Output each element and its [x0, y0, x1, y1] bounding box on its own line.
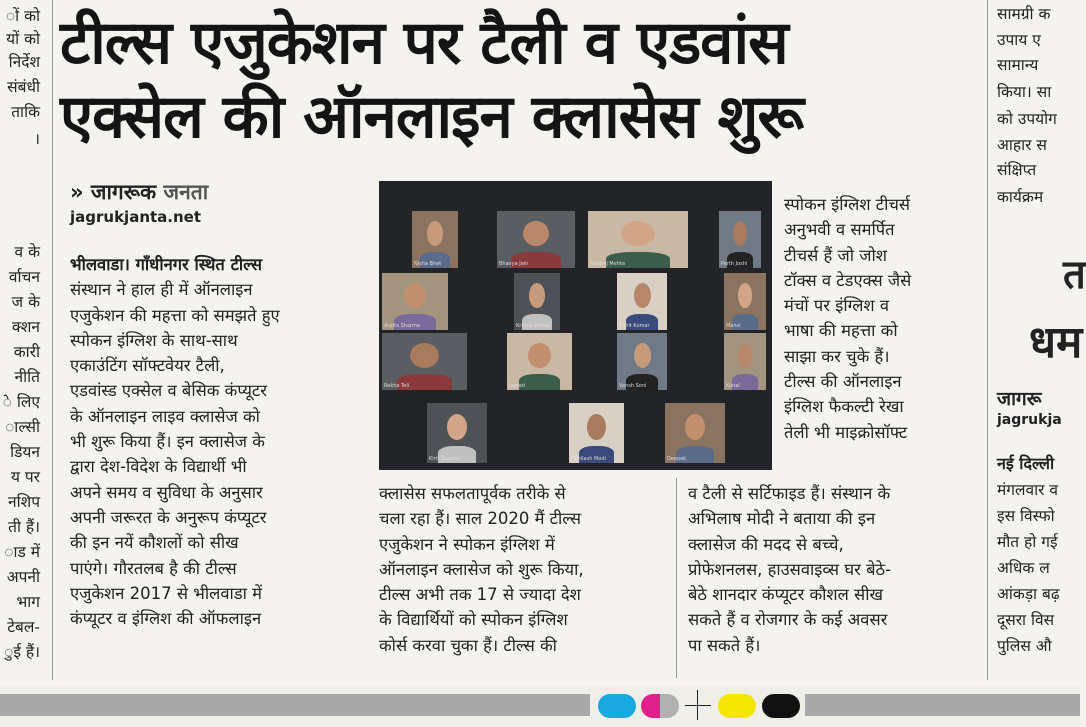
yellow-registration-mark	[718, 694, 756, 718]
participant-face	[738, 283, 752, 308]
participant-face	[528, 343, 550, 368]
article-line: एजुकेशन की महत्ता को समझते हुए	[70, 305, 280, 325]
article-line: के ऑनलाइन लाइव क्लासेज को	[70, 406, 260, 426]
participant-name: Mansi	[726, 323, 741, 329]
participant-tile	[588, 211, 688, 268]
participant-tile	[427, 403, 487, 463]
left-fragment: ताकि	[11, 103, 40, 121]
participant-face	[738, 343, 752, 368]
left-fragment: यों को	[6, 30, 40, 48]
participant-face	[523, 221, 550, 246]
gray-bar-left	[0, 694, 590, 716]
gray-bar-right	[805, 694, 1080, 716]
article-line: एडवांस्ड एक्सेल व बेसिक कंप्यूटर	[70, 381, 267, 401]
participant-face	[685, 414, 705, 440]
participant-tile	[497, 211, 575, 268]
participant-name: Rohit Kumar	[619, 323, 650, 329]
right-fragment: किया। सा	[997, 83, 1052, 101]
participant-face	[427, 221, 443, 246]
article-line: टॉक्स व टेडएक्स जैसे	[784, 270, 912, 290]
article-line: चला रहा हैं। साल 2020 मैं टील्स	[379, 509, 582, 529]
brand-part-2: जनता	[163, 180, 209, 204]
headline	[60, 6, 990, 154]
article-line: क्लासेज की मदद से बच्चे,	[688, 534, 844, 554]
video-conference-photo	[379, 181, 772, 470]
article-line: के विद्यार्थियों को स्पोकन इंग्लिश	[379, 610, 568, 630]
black-registration-mark	[762, 694, 800, 718]
right-fragment: संक्षिप्त	[997, 161, 1037, 179]
right-fragment: पुलिस औ	[997, 637, 1052, 655]
article-line: पा सकते हैं।	[688, 635, 761, 655]
participant-tile	[665, 403, 725, 463]
website-link[interactable]: jagrukjanta.net	[70, 208, 202, 226]
left-fragment: ाल्सी	[5, 418, 40, 436]
right-fragment: आंकड़ा बढ़	[997, 585, 1060, 603]
participant-face	[733, 221, 747, 246]
participant-name: Rekha Teli	[384, 383, 410, 389]
participant-face	[621, 221, 655, 246]
article-line: कंप्यूटर व इंग्लिश की ऑफलाइन	[70, 609, 262, 629]
participant-face	[447, 414, 467, 440]
article-line: स्पोकन इंग्लिश के साथ-साथ	[70, 330, 238, 350]
left-fragment: र्वाचन	[8, 268, 40, 286]
article-line: एजुकेशन ने स्पोकन इंग्लिश में	[379, 534, 555, 554]
participant-name: Abhilash Modi	[571, 456, 606, 462]
article-line: भी शुरू किया हैं। इन क्लासेज के	[70, 432, 265, 452]
left-fragment: ाड में	[4, 543, 40, 561]
participant-name: Vansh Soni	[619, 383, 647, 389]
article-line: साझा कर चुके हैं।	[784, 346, 890, 366]
right-fragment: सामग्री क	[997, 5, 1051, 23]
right-fragment: धम	[1029, 317, 1083, 368]
right-fragment: मौत हो गई	[997, 533, 1058, 551]
brand-name	[70, 178, 208, 206]
participant-face	[410, 343, 439, 368]
article-line: संस्थान ने हाल ही में ऑनलाइन	[70, 280, 253, 300]
left-fragment: ती हैं।	[8, 518, 40, 536]
article-line: मंचों पर इंग्लिश व	[784, 296, 890, 316]
left-fragment: संबंधी	[7, 78, 40, 96]
participant-name: Arpita Sharma	[384, 323, 420, 329]
article-line: अपनी जरूरत के अनुरूप कंप्यूटर	[70, 507, 267, 527]
right-fragment: त	[1063, 252, 1086, 298]
article-line: टीचर्स हैं जो जोश	[784, 245, 887, 265]
participant-tile	[719, 211, 761, 268]
participant-tile	[617, 273, 667, 330]
left-fragment: कारी	[13, 343, 40, 361]
left-fragment: नशिप	[8, 493, 40, 511]
right-fragment: सामान्य	[997, 56, 1039, 74]
left-fragment: डियन	[10, 443, 40, 461]
right-fragment: नई दिल्ली	[997, 454, 1055, 473]
brand-part-1: जागरूक	[90, 180, 157, 204]
headline-line-1: टील्स एजुकेशन पर टैली व एडवांस	[60, 8, 788, 78]
left-fragment: अपनी	[6, 568, 40, 586]
crosshair-icon	[685, 690, 711, 720]
participant-tile	[412, 211, 458, 268]
left-fragment: ुई हैं।	[4, 643, 40, 661]
left-fragment: य पर	[10, 468, 40, 486]
article-column-3-top	[784, 192, 970, 445]
participant-face	[529, 283, 545, 308]
article-line: सकते हैं व रोजगार के कई अवसर	[688, 610, 888, 630]
participant-tile	[507, 333, 572, 390]
cyan-registration-mark	[598, 694, 636, 718]
participant-name: Kritika Verma	[516, 323, 550, 329]
right-fragment: jagrukja	[997, 412, 1062, 428]
participant-name: Nisha Bhat	[414, 261, 442, 267]
participant-name: Yashraj Mehta	[590, 261, 625, 267]
left-fragment: ।	[34, 130, 40, 148]
participant-tile	[724, 333, 766, 390]
article-line: अनुभवी व समर्पित	[784, 220, 895, 240]
article-line: की इन नयें कौशलों को सीख	[70, 533, 239, 553]
article-line: भीलवाडा। गाँधीनगर स्थित टील्स	[70, 255, 262, 274]
left-column-fragments	[0, 0, 44, 680]
participant-tile	[569, 403, 624, 463]
right-fragment: अधिक ल	[997, 559, 1050, 577]
article-line: अपने समय व सुविधा के अनुसार	[70, 482, 263, 502]
participant-face	[587, 414, 606, 440]
article-line: तेली भी माइक्रोसॉफ्ट	[784, 422, 908, 442]
participant-name: Kunal	[726, 383, 740, 389]
participant-tile	[617, 333, 667, 390]
participant-name: Kirti Sharma	[429, 456, 460, 462]
article-line: एकाउंटिंग सॉफ्टवेयर टैली,	[70, 356, 225, 376]
article-line: बेठे शानदार कंप्यूटर कौशल सीख	[688, 585, 883, 605]
magenta-registration-mark	[641, 694, 679, 718]
article-line: इंग्लिश फैकल्टी रेखा	[784, 397, 904, 417]
participant-face	[634, 283, 651, 308]
left-fragment: व के	[14, 243, 40, 261]
participant-tile	[724, 273, 766, 330]
article-line: अभिलाष मोदी ने बताया की इन	[688, 509, 876, 529]
right-fragment: दूसरा विस	[997, 611, 1055, 629]
right-fragment: आहार स	[997, 136, 1047, 154]
article-line: ऑनलाइन क्लासेज को शुरू किया,	[379, 559, 584, 579]
right-fragment: मंगलवार व	[997, 481, 1059, 499]
left-fragment: े लिए	[2, 393, 40, 411]
participant-name: Bhavya Jain	[499, 261, 529, 267]
headline-line-2: एक्सेल की ऑनलाइन क्लासेस शुरू	[60, 82, 804, 152]
left-fragment: क्शन	[11, 318, 40, 336]
right-column-fragments	[993, 0, 1086, 680]
article-column-2	[379, 481, 661, 658]
left-fragment: निर्देश	[8, 53, 40, 71]
article-line: टील्स की ऑनलाइन	[784, 372, 902, 392]
left-fragment: नीति	[14, 368, 40, 386]
article-line: व टैली से सर्टिफाइड हैं। संस्थान के	[688, 484, 891, 503]
article-line: एजुकेशन 2017 से भीलवाडा में	[70, 583, 263, 603]
chevron-right-icon: »	[70, 180, 84, 204]
participant-face	[634, 343, 651, 368]
participant-tile	[382, 333, 467, 390]
article-line: स्पोकन इंग्लिश टीचर्स	[784, 195, 911, 214]
article-line: कोर्स करवा चुका हैं। टील्स की	[379, 635, 557, 655]
participant-name: Parth Joshi	[721, 261, 748, 267]
column-divider-left	[52, 0, 53, 680]
participant-tile	[382, 273, 448, 330]
article-column-1	[70, 252, 353, 631]
right-fragment: को उपयोग	[997, 110, 1057, 128]
participant-name: Deepak	[667, 456, 687, 462]
article-line: द्वारा देश-विदेश के विद्यार्थी भी	[70, 457, 247, 477]
right-fragment: जागरू	[997, 388, 1042, 410]
right-fragment: कार्यक्रम	[997, 188, 1044, 206]
byline	[70, 178, 208, 226]
participant-face	[404, 283, 426, 308]
left-fragment: टेबल-	[7, 618, 40, 636]
article-line: पाएंगे। गौरतलब है की टील्स	[70, 558, 237, 578]
article-line: टील्स अभी तक 17 से ज्यादा देश	[379, 585, 581, 605]
participant-name: Jagrati	[509, 383, 526, 389]
left-fragment: ों को	[5, 7, 40, 25]
article-column-3-bottom	[688, 481, 972, 658]
article-line: भाषा की महत्ता को	[784, 321, 898, 341]
article-line: क्लासेस सफलतापूर्वक तरीके से	[379, 484, 566, 503]
participant-tile	[514, 273, 560, 330]
article-line: प्रोफेशनलस, हाउसवाइव्स घर बेठे-	[688, 559, 892, 579]
left-fragment: ज के	[11, 293, 40, 311]
left-fragment: भाग	[16, 593, 40, 611]
right-fragment: उपाय ए	[997, 31, 1041, 49]
column-divider-middle	[676, 478, 677, 678]
right-fragment: इस विस्फो	[997, 507, 1055, 525]
